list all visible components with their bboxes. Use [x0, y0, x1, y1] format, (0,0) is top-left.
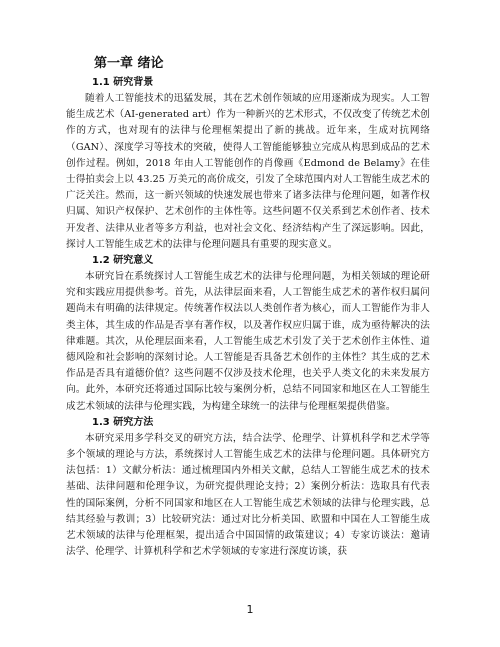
section-heading-significance: 1.2 研究意义 — [92, 255, 154, 267]
section-heading-methods: 1.3 研究方法 — [92, 416, 154, 428]
paragraph-significance: 本研究旨在系统探讨人工智能生成艺术的法律与伦理问题，为相关领域的理论研究和实践应用提供参考。首先，从法律层面来看，人工智能生成艺术的著作权归属问题尚未有明确的法律规定。传统著作权法以人类创作者为核心，而人工智能作为非人类主体，其生成的作品是否享有著作权，以及著作权应归属于谁，成为亟待解决的法律难题。其次，从伦理层面来看，人工智能生成艺术引发了关于艺术创作主体性、道德风险和社会影响的深刻讨论。人工智能是否具备艺术创作的主体性？其生成的艺术作品是否具有道德价值？这些问题不仅涉及技术伦理，也关乎人类文化的未来发展方向。此外，本研究还将通过国际比较与案例分析，总结不同国家和地区在人工智能生成艺术领域的法律与伦理实践，为构建全球统一的法律与伦理框架提供借鉴。 — [66, 271, 430, 412]
paragraph-background: 随着人工智能技术的迅猛发展，其在艺术创作领域的应用逐渐成为现实。人工智能生成艺术（AI-generated art）作为一种新兴的艺术形式，不仅改变了传统艺术创作的方式，也对现有的法律与伦理框架提出了新的挑战。近年来，生成对抗网络（GAN）、深度学习等技术的突破，使得人工智能能够独立完成从构思到成品的艺术创作过程。例如，2018 年由人工智能创作的肖像画《Edmond de Belamy》在佳士得拍卖会上以 43.25 万美元的高价成交，引发了全球范围内对人工智能生成艺术的广泛关注。然而，这一新兴领域的快速发展也带来了诸多法律与伦理问题，如著作权归属、知识产权保护、艺术创作的主体性等。这些问题不仅关系到艺术创作者、技术开发者、法律从业者等多方利益，也对社会文化、经济结构产生了深远影响。因此，探讨人工智能生成艺术的法律与伦理问题具有重要的现实意义。 — [66, 93, 430, 250]
section-heading-background: 1.1 研究背景 — [92, 77, 154, 88]
chapter-title: 第一章 绪论 — [94, 56, 164, 71]
page-content — [66, 56, 430, 560]
page-number: 1 — [246, 603, 254, 616]
paragraph-methods: 本研究采用多学科交叉的研究方法，结合法学、伦理学、计算机科学和艺术学等多个领域的理论与方法，系统探讨人工智能生成艺术的法律与伦理问题。具体研究方法包括：1）文献分析法：通过梳理国内外相关文献，总结人工智能生成艺术的技术基础、法律问题和伦理争议，为研究提供理论支持；2）案例分析法：选取具有代表性的国际案例，分析不同国家和地区在人工智能生成艺术领域的法律与伦理实践，总结其经验与教训；3）比较研究法：通过对比分析美国、欧盟和中国在人工智能生成艺术领域的法律与伦理框架，提出适合中国国情的政策建议；4）专家访谈法：邀请法学、伦理学、计算机科学和艺术学领域的专家进行深度访谈，获 — [66, 432, 430, 558]
